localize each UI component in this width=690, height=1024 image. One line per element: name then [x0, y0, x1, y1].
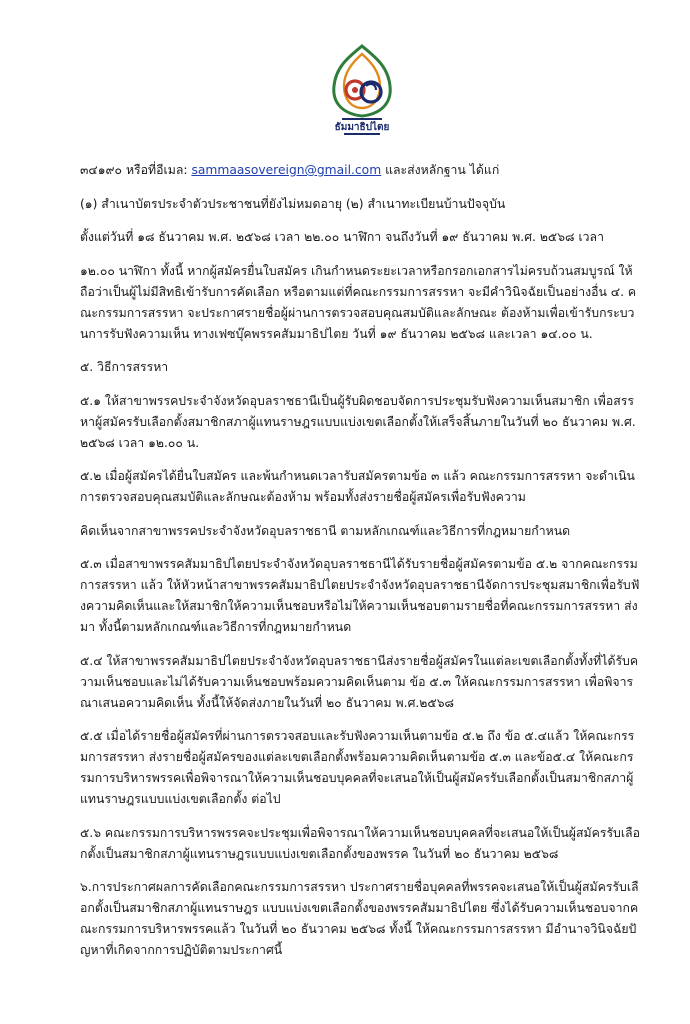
paragraph-5-4: ๕.๔ ให้สาขาพรรคสัมมาธิปไตยประจำจังหวัดอุบลราชธานีส่งรายชื่อผู้สมัครในแต่ละเขตเลือกตั้งทั้งที่ได้รับความเห็นชอบและไม่ได้รับความเห็นชอบพร้อมความคิดเห็นตาม ข้อ ๕.๓ ให้คณะกรรมการสรรหา เพื่อพิจารณาเสนอความคิดเห็น ทั้งนี้ให้จัดส่งภายในวันที่ ๒๐ ธันวาคม พ.ศ.๒๕๖๘ [80, 653, 639, 710]
intro-line-2: (๑) สำเนาบัตรประจำตัวประชาชนที่ยังไม่หมดอายุ (๒) สำเนาทะเบียนบ้านปัจจุบัน [80, 196, 506, 211]
intro-line-1-prefix: ๓๔๑๙๐ หรือที่อีเมล: [80, 163, 192, 177]
intro-line-1-suffix: และส่งหลักฐาน ได้แก่ [381, 163, 500, 177]
paragraph-5-6: ๕.๖ คณะกรรมการบริหารพรรคจะประชุมเพื่อพิจารณาให้ความเห็นชอบบุคคลที่จะเสนอให้เป็นผู้สมัครรับเลือกตั้งเป็นสมาชิกสภาผู้แทนราษฎรแบบแบ่งเขตเลือกตั้งของพรรค ในวันที่ ๒๐ ธันวาคม ๒๕๖๘ [80, 825, 640, 861]
party-logo [322, 42, 402, 140]
intro-line-3: ตั้งแต่วันที่ ๑๘ ธันวาคม พ.ศ. ๒๕๖๘ เวลา ๒๒.๐๐ นาฬิกา จนถึงวันที่ ๑๙ ธันวาคม พ.ศ. ๒๕๖๘ เวลา [80, 230, 604, 244]
logo-text: ธัมมาธิปไตย [334, 122, 390, 133]
paragraph-6: ๖.การประกาศผลการคัดเลือกคณะกรรมการสรรหา ประกาศรายชื่อบุคคลที่พรรคจะเสนอให้เป็นผู้สมัครรับเลือกตั้งเป็นสมาชิกสภาผู้แทนราษฎร แบบแบ่งเขตเลือกตั้งของพรรคสัมมาธิปไตย ซึ่งได้รับความเห็นชอบจากคณะกรรมการบริหารพรรคแล้ว ในวันที่ ๒๐ ธันวาคม ๒๕๖๘ ทั้งนี้ ให้คณะกรรมการสรรหา มีอำนาจวินิจฉัยปัญหาที่เกิดจากการปฏิบัติตามประกาศนี้ [80, 880, 639, 957]
document-body [80, 160, 640, 974]
email-link[interactable]: sammaasovereign@gmail.com [191, 163, 382, 177]
paragraph-5-2-cont: คิดเห็นจากสาขาพรรคประจำจังหวัดอุบลราชธานี ตามหลักเกณฑ์และวิธีการที่กฎหมายกำหนด [80, 523, 571, 538]
intro-line-1 [80, 160, 640, 181]
paragraph-1: ๑๒.๐๐ นาฬิกา ทั้งนี้ หากผู้สมัครยื่นใบสมัคร เกินกำหนดระยะเวลาหรือกรอกเอกสารไม่ครบถ้วนสมบูรณ์ ให้ถือว่าเป็นผู้ไม่มีสิทธิเข้ารับการคัดเลือก หรือตามแต่ที่คณะกรรมการสรรหา จะมีคำวินิจฉัยเป็นอย่างอื่น ๔. คณะกรรมการสรรหา จะประกาศรายชื่อผู้ผ่านการตรวจสอบคุณสมบัติและลักษณะ ต้องห้ามเพื่อเข้ารับกระบวนการรับฟังความเห็น ทางเฟซบุ๊คพรรคสัมมาธิปไตย วันที่ ๑๙ ธันวาคม ๒๕๖๘ และเวลา ๑๔.๐๐ น. [80, 263, 637, 341]
paragraph-5-2: ๕.๒ เมื่อผู้สมัครได้ยื่นใบสมัคร และพ้นกำหนดเวลารับสมัครตามข้อ ๓ แล้ว คณะกรรมการสรรหา จะดำเนินการตรวจสอบคุณสมบัติและลักษณะต้องห้าม พร้อมทั้งส่งรายชื่อผู้สมัครเพื่อรับฟังความ [80, 469, 635, 504]
paragraph-5-3: ๕.๓ เมื่อสาขาพรรคสัมมาธิปไตยประจำจังหวัดอุบลราชธานีได้รับรายชื่อผู้สมัครตามข้อ ๕.๒ จากคณะกรรมการสรรหา แล้ว ให้หัวหน้าสาขาพรรคสัมมาธิปไตยประจำจังหวัดอุบลราชธานีจัดการประชุมสมาชิกเพื่อรับฟังความคิดเห็นและให้สมาชิกให้ความเห็นชอบหรือไม่ให้ความเห็นชอบตามรายชื่อที่คณะกรรมการสรรหา ส่งมา ทั้งนี้ตามหลักเกณฑ์และวิธีการที่กฎหมายกำหนด [80, 557, 640, 634]
paragraph-5-1: ๕.๑ ให้สาขาพรรคประจำจังหวัดอุบลราชธานีเป็นผู้รับผิดชอบจัดการประชุมรับฟังความเห็นสมาชิก เพื่อสรรหาผู้สมัครรับเลือกตั้งสมาชิกสภาผู้แทนราษฎรแบบแบ่งเขตเลือกตั้งให้เสร็จสิ้นภายในวันที่ ๒๐ ธันวาคม พ.ศ.๒๕๖๘ เวลา ๑๒.๐๐ น. [80, 393, 636, 450]
party-logo-emblem-icon [322, 42, 402, 140]
paragraph-5-5: ๕.๕ เมื่อได้รายชื่อผู้สมัครที่ผ่านการตรวจสอบและรับฟังความเห็นตามข้อ ๕.๒ ถึง ข้อ ๕.๔แล้ว ให้คณะกรรมการสรรหา ส่งรายชื่อผู้สมัครของแต่ละเขตเลือกตั้งพร้อมความคิดเห็นตามข้อ ๕.๓ และข้อ๕.๔ ให้คณะกรรมการบริหารพรรคเพื่อพิจารณาให้ความเห็นชอบบุคคลที่จะเสนอให้เป็นผู้สมัครรับเลือกตั้งเป็นสมาชิกสภาผู้แทนราษฎรแบบแบ่งเขตเลือกตั้ง ต่อไป [80, 729, 635, 806]
section-heading-5: ๕. วิธีการสรรหา [80, 360, 169, 374]
